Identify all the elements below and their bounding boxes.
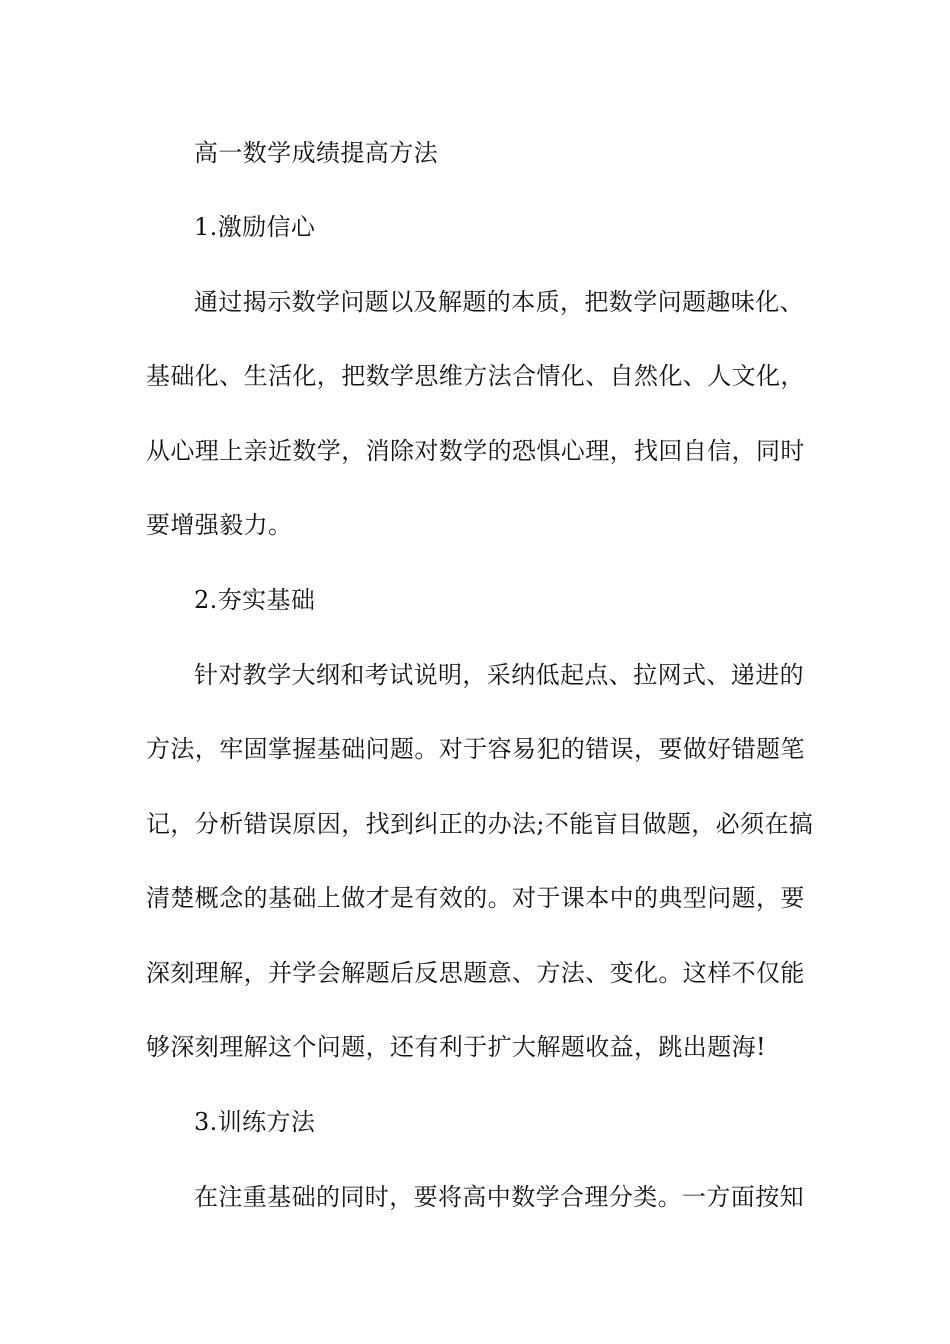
section-heading-3: 3.训练方法: [194, 1108, 316, 1136]
document-title: 高一数学成绩提高方法: [194, 139, 438, 167]
paragraph-line: 要增强毅力。: [146, 511, 293, 539]
section-heading-2: 2.夯实基础: [194, 586, 316, 614]
paragraph-line: 清楚概念的基础上做才是有效的。对于课本中的典型问题，要: [146, 884, 805, 912]
paragraph-line: 通过揭示数学问题以及解题的本质，把数学问题趣味化、: [194, 288, 804, 316]
paragraph-line: 深刻理解，并学会解题后反思题意、方法、变化。这样不仅能: [146, 959, 805, 987]
paragraph-line: 基础化、生活化，把数学思维方法合情化、自然化、人文化，: [146, 362, 805, 390]
paragraph-line: 在注重基础的同时，要将高中数学合理分类。一方面按知: [194, 1183, 804, 1211]
paragraph-line: 记，分析错误原因，找到纠正的办法;不能盲目做题，必须在搞: [146, 810, 814, 838]
paragraph-line: 针对教学大纲和考试说明，采纳低起点、拉网式、递进的: [194, 661, 804, 689]
paragraph-line: 够深刻理解这个问题，还有利于扩大解题收益，跳出题海!: [146, 1033, 767, 1061]
paragraph-line: 方法，牢固掌握基础问题。对于容易犯的错误，要做好错题笔: [146, 735, 805, 763]
section-heading-1: 1.激励信心: [194, 213, 316, 241]
paragraph-line: 从心理上亲近数学，消除对数学的恐惧心理，找回自信，同时: [146, 437, 805, 465]
